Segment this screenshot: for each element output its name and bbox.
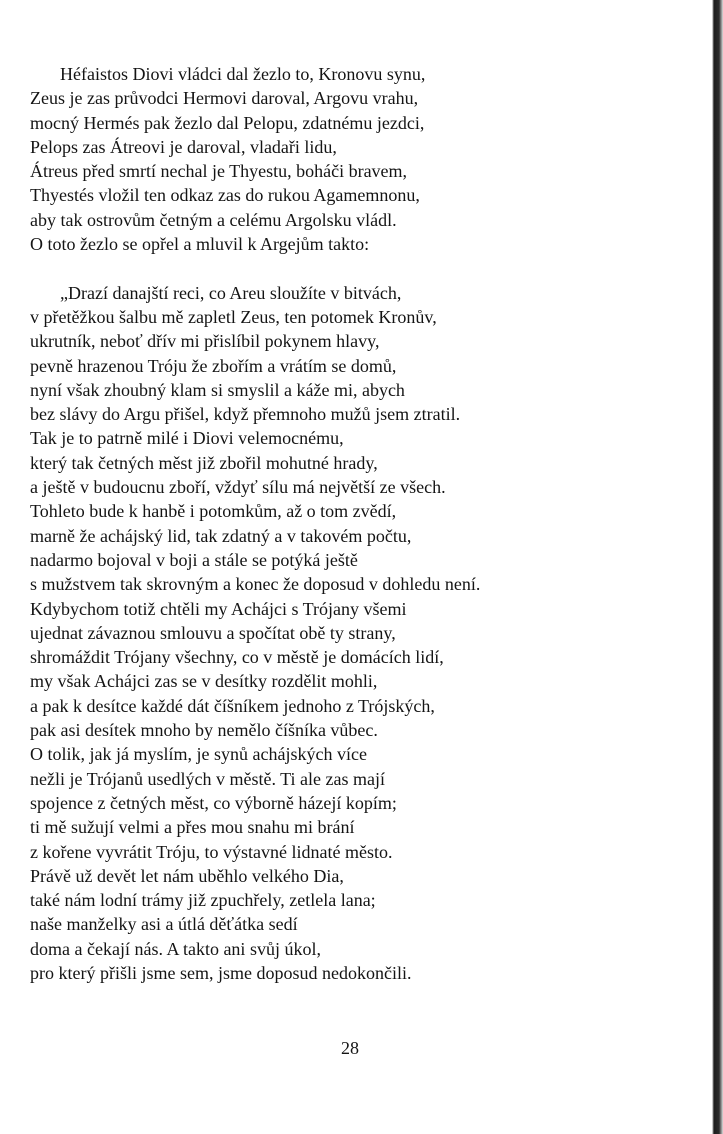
verse-line: pak asi desítek mnoho by nemělo číšníka vůbec. [30, 720, 378, 741]
verse-line: shromáždit Trójany všechny, co v městě je domácích lidí, [30, 647, 444, 668]
verse-line: z kořene vyvrátit Tróju, to výstavné lidnaté město. [30, 841, 393, 862]
verse-line: také nám lodní trámy již zpuchřely, zetlela lana; [30, 890, 376, 911]
verse-line: nežli je Trójanů usedlých v městě. Ti ale zas mají [30, 768, 385, 789]
verse-line: bez slávy do Argu přišel, když přemnoho mužů jsem ztratil. [30, 404, 461, 425]
verse-line: ukrutník, neboť dřív mi přislíbil pokynem hlavy, [30, 331, 380, 352]
poem-text [0, 62, 700, 985]
verse-line: marně že achájský lid, tak zdatný a v takovém počtu, [30, 525, 412, 546]
verse-line: doma a čekají nás. A takto ani svůj úkol, [30, 938, 321, 959]
verse-line: naše manželky asi a útlá děťátka sedí [30, 914, 298, 935]
verse-line: pevně hrazenou Tróju že zbořím a vrátím se domů, [30, 355, 397, 376]
verse-line: a ještě v budoucnu zboří, vždyť sílu má největší ze všech. [30, 477, 446, 498]
stanza-2 [0, 281, 700, 986]
verse-line: v přetěžkou šalbu mě zapletl Zeus, ten potomek Kronův, [30, 306, 437, 327]
verse-line: Kdybychom totiž chtěli my Achájci s Trójany všemi [30, 598, 407, 619]
verse-line: Pelops zas Átreovi je daroval, vladaři lidu, [30, 136, 337, 157]
verse-line: „Drazí danajští reci, co Areu sloužíte v bitvách, [60, 282, 402, 303]
verse-line: my však Achájci zas se v desítky rozdělit mohli, [30, 671, 378, 692]
verse-line: Zeus je zas průvodci Hermovi daroval, Argovu vrahu, [30, 88, 419, 109]
verse-line: nadarmo bojoval v boji a stále se potýká ještě [30, 549, 358, 570]
verse-line: který tak četných měst již zbořil mohutné hrady, [30, 452, 378, 473]
page-edge-shadow [709, 0, 723, 1134]
verse-line: Átreus před smrtí nechal je Thyestu, boháči bravem, [30, 161, 408, 182]
verse-line: Tak je to patrně milé i Diovi velemocnému, [30, 428, 344, 449]
verse-line: O tolik, jak já myslím, je synů achájských více [30, 744, 367, 765]
verse-line: spojence z četných měst, co výborně házejí kopím; [30, 792, 397, 813]
verse-line: ujednat závaznou smlouvu a spočítat obě ty strany, [30, 622, 396, 643]
stanza-1 [0, 62, 700, 256]
verse-line: s mužstvem tak skrovným a konec že doposud v dohledu není. [30, 574, 481, 595]
verse-line: nyní však zhoubný klam si smyslil a káže mi, abych [30, 379, 405, 400]
verse-line: Héfaistos Diovi vládci dal žezlo to, Kronovu synu, [60, 64, 426, 84]
verse-line: Právě už devět let nám uběhlo velkého Dia, [30, 865, 344, 886]
verse-line: Thyestés vložil ten odkaz zas do rukou Agamemnonu, [30, 185, 420, 206]
verse-line: O toto žezlo se opřel a mluvil k Argejům takto: [30, 234, 370, 255]
verse-line: a pak k desítce každé dát číšníkem jednoho z Trójských, [30, 695, 435, 716]
stanza-break [0, 256, 700, 280]
verse-line: mocný Hermés pak žezlo dal Pelopu, zdatnému jezdci, [30, 112, 425, 133]
verse-line: Tohleto bude k hanbě i potomkům, až o tom zvědí, [30, 501, 397, 522]
verse-line: ti mě sužují velmi a přes mou snahu mi brání [30, 817, 355, 838]
verse-line: pro který přišli jsme sem, jsme doposud nedokončili. [30, 962, 412, 983]
verse-line: aby tak ostrovům četným a celému Argolsku vládl. [30, 209, 397, 230]
page-number: 28 [341, 1038, 359, 1058]
